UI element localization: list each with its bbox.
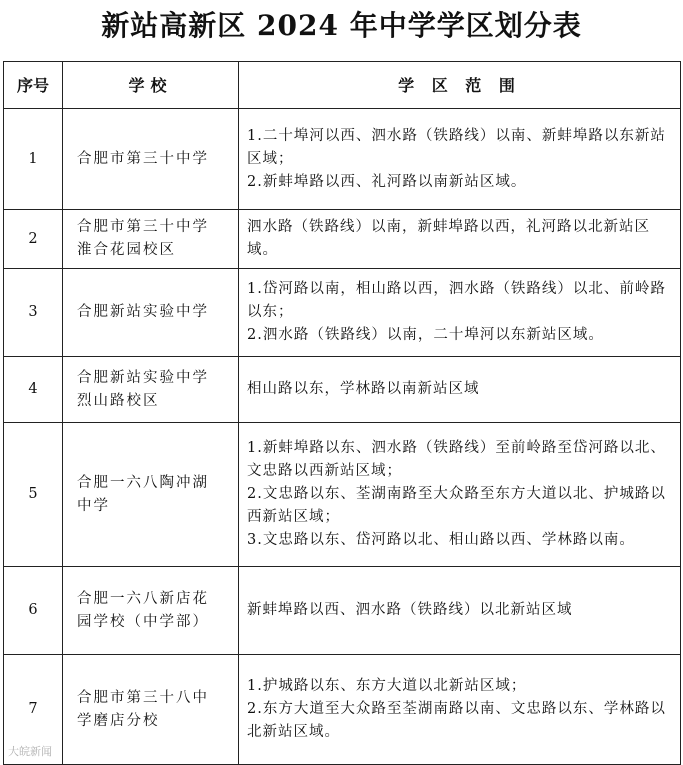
- scope-line: 3.文忠路以东、岱河路以北、相山路以西、学林路以南。: [247, 532, 635, 548]
- school-name-line: 学磨店分校: [77, 712, 160, 729]
- school-name-line: 烈山路校区: [77, 392, 160, 409]
- page-title: 新站高新区 2024 年中学学区划分表: [101, 9, 582, 42]
- watermark-logo: 大皖新闻: [8, 745, 52, 758]
- district-scope: [239, 357, 681, 423]
- scope-line: 2.新蚌埠路以西、礼河路以南新站区域。: [247, 173, 527, 190]
- school-name: [63, 357, 239, 423]
- school-name: [63, 655, 239, 765]
- row-number: 7: [4, 655, 63, 765]
- scope-line: 2.泗水路（铁路线）以南，二十埠河以东新站区域。: [247, 327, 604, 343]
- scope-line: 泗水路（铁路线）以南，新蚌埠路以西，礼河路以北新站区域。: [247, 219, 650, 258]
- row-number: 5: [4, 423, 63, 567]
- scope-line: 新蚌埠路以西、泗水路（铁路线）以北新站区域: [247, 602, 573, 618]
- school-name-line: 园学校（中学部）: [77, 613, 209, 630]
- row-number: 1: [4, 109, 63, 210]
- scope-line: 相山路以东，学林路以南新站区域: [247, 381, 480, 397]
- table-row: [4, 567, 681, 655]
- table-row: [4, 423, 681, 567]
- school-name-line: 合肥一六八陶冲湖: [77, 474, 209, 491]
- row-number: 2: [4, 210, 63, 269]
- header-no: 序号: [4, 62, 63, 109]
- table-row: [4, 655, 681, 765]
- district-scope: [239, 109, 681, 210]
- district-scope: [239, 210, 681, 269]
- header-area: 学 区 范 围: [239, 62, 681, 109]
- school-name-line: 合肥市第三十中学: [77, 219, 209, 235]
- school-name: [63, 423, 239, 567]
- scope-line: 2.文忠路以东、荃湖南路至大众路至东方大道以北、护城路以西新站区域；: [247, 486, 666, 525]
- district-scope: [239, 269, 681, 357]
- scope-line: 2.东方大道至大众路至荃湖南路以南、文忠路以东、学林路以北新站区域。: [247, 701, 666, 740]
- table-row: [4, 357, 681, 423]
- school-name-line: 合肥市第三十八中: [77, 689, 209, 706]
- school-name: [63, 269, 239, 357]
- table-row: [4, 210, 681, 269]
- school-name: [63, 109, 239, 210]
- header-school: 学校: [63, 62, 239, 109]
- district-scope: [239, 423, 681, 567]
- scope-line: 1.二十埠河以西、泗水路（铁路线）以南、新蚌埠路以东新站区域；: [247, 127, 666, 167]
- scope-line: 1.护城路以东、东方大道以北新站区域；: [247, 678, 527, 694]
- school-district-table: [3, 61, 681, 765]
- school-name-line: 合肥新站实验中学: [77, 304, 209, 320]
- school-name-line: 中学: [77, 497, 110, 514]
- scope-line: 1.新蚌埠路以东、泗水路（铁路线）至前岭路至岱河路以北、文忠路以西新站区域；: [247, 440, 666, 479]
- table-row: [4, 269, 681, 357]
- school-name-line: 合肥市第三十中学: [77, 150, 209, 167]
- school-name-line: 合肥新站实验中学: [77, 369, 209, 386]
- school-name: [63, 567, 239, 655]
- school-name-line: 淮合花园校区: [77, 242, 176, 258]
- row-number: 3: [4, 269, 63, 357]
- scope-line: 1.岱河路以南，相山路以西，泗水路（铁路线）以北、前岭路以东；: [247, 281, 666, 320]
- table-header-row: [4, 62, 681, 109]
- district-scope: [239, 655, 681, 765]
- row-number: 6: [4, 567, 63, 655]
- school-name: [63, 210, 239, 269]
- district-scope: [239, 567, 681, 655]
- school-name-line: 合肥一六八新店花: [77, 590, 209, 607]
- row-number: 4: [4, 357, 63, 423]
- table-row: [4, 109, 681, 210]
